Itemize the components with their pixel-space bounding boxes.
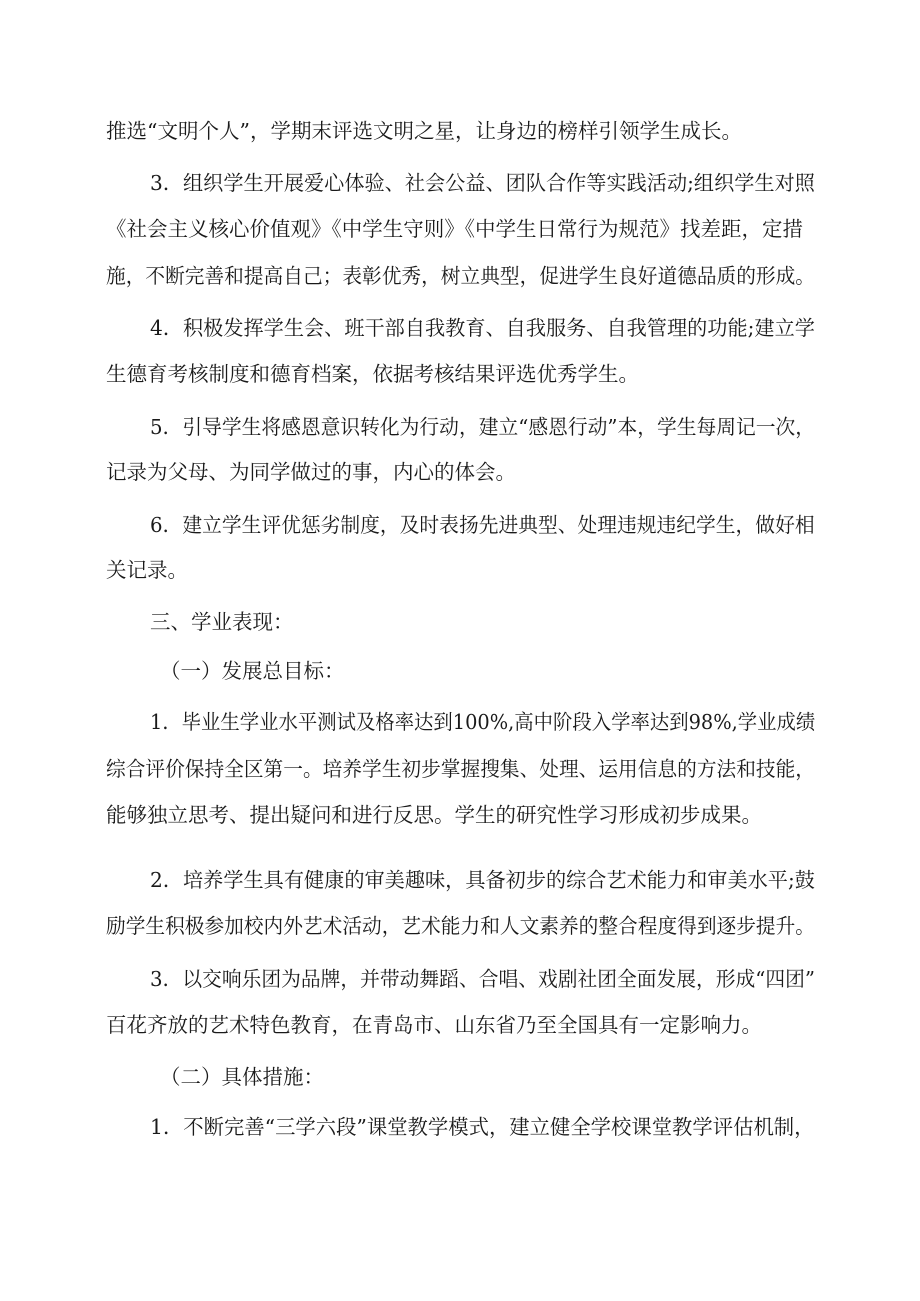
- subsection-heading: （一）发展总目标：: [160, 659, 345, 683]
- text-line: 综合评价保持全区第一。培养学生初步掌握搜集、处理、运用信息的方法和技能，: [106, 757, 815, 781]
- text-line: 3．以交响乐团为品牌，并带动舞蹈、合唱、戏剧社团全面发展，形成“四团”: [150, 967, 816, 991]
- text-line: 关记录。: [106, 558, 188, 582]
- text-line: 记录为父母、为同学做过的事，内心的体会。: [106, 460, 516, 484]
- text-line: 施，不断完善和提高自己；表彰优秀，树立典型，促进学生良好道德品质的形成。: [106, 264, 815, 288]
- text-line: 1．毕业生学业水平测试及格率达到100%,高中阶段入学率达到98%,学业成绩: [150, 710, 816, 734]
- text-line: 4．积极发挥学生会、班干部自我教育、自我服务、自我管理的功能;建立学: [150, 316, 815, 340]
- text-line: 推选“文明个人”，学期末评选文明之星，让身边的榜样引领学生成长。: [106, 119, 742, 143]
- text-line: 《社会主义核心价值观》《中学生守则》《中学生日常行为规范》找差距，定措: [106, 217, 803, 241]
- text-line: 励学生积极参加校内外艺术活动，艺术能力和人文素养的整合程度得到逐步提升。: [106, 914, 815, 938]
- text-line: 6．建立学生评优惩劣制度，及时表扬先进典型、处理违规违纪学生，做好相: [150, 513, 815, 537]
- section-heading: 三、学业表现：: [150, 610, 294, 634]
- text-line: 5．引导学生将感恩意识转化为行动，建立“感恩行动”本，学生每周记一次，: [150, 415, 816, 439]
- text-line: 3．组织学生开展爱心体验、社会公益、团队合作等实践活动;组织学生对照: [150, 171, 815, 195]
- text-line: 生德育考核制度和德育档案，依据考核结果评选优秀学生。: [106, 362, 639, 386]
- subsection-heading: （二）具体措施：: [160, 1065, 324, 1089]
- text-line: 1．不断完善“三学六段”课堂教学模式，建立健全学校课堂教学评估机制，: [150, 1115, 815, 1139]
- text-line: 2．培养学生具有健康的审美趣味，具备初步的综合艺术能力和审美水平;鼓: [150, 868, 815, 892]
- text-line: 百花齐放的艺术特色教育，在青岛市、山东省乃至全国具有一定影响力。: [106, 1013, 762, 1037]
- text-line: 能够独立思考、提出疑问和进行反思。学生的研究性学习形成初步成果。: [106, 803, 762, 827]
